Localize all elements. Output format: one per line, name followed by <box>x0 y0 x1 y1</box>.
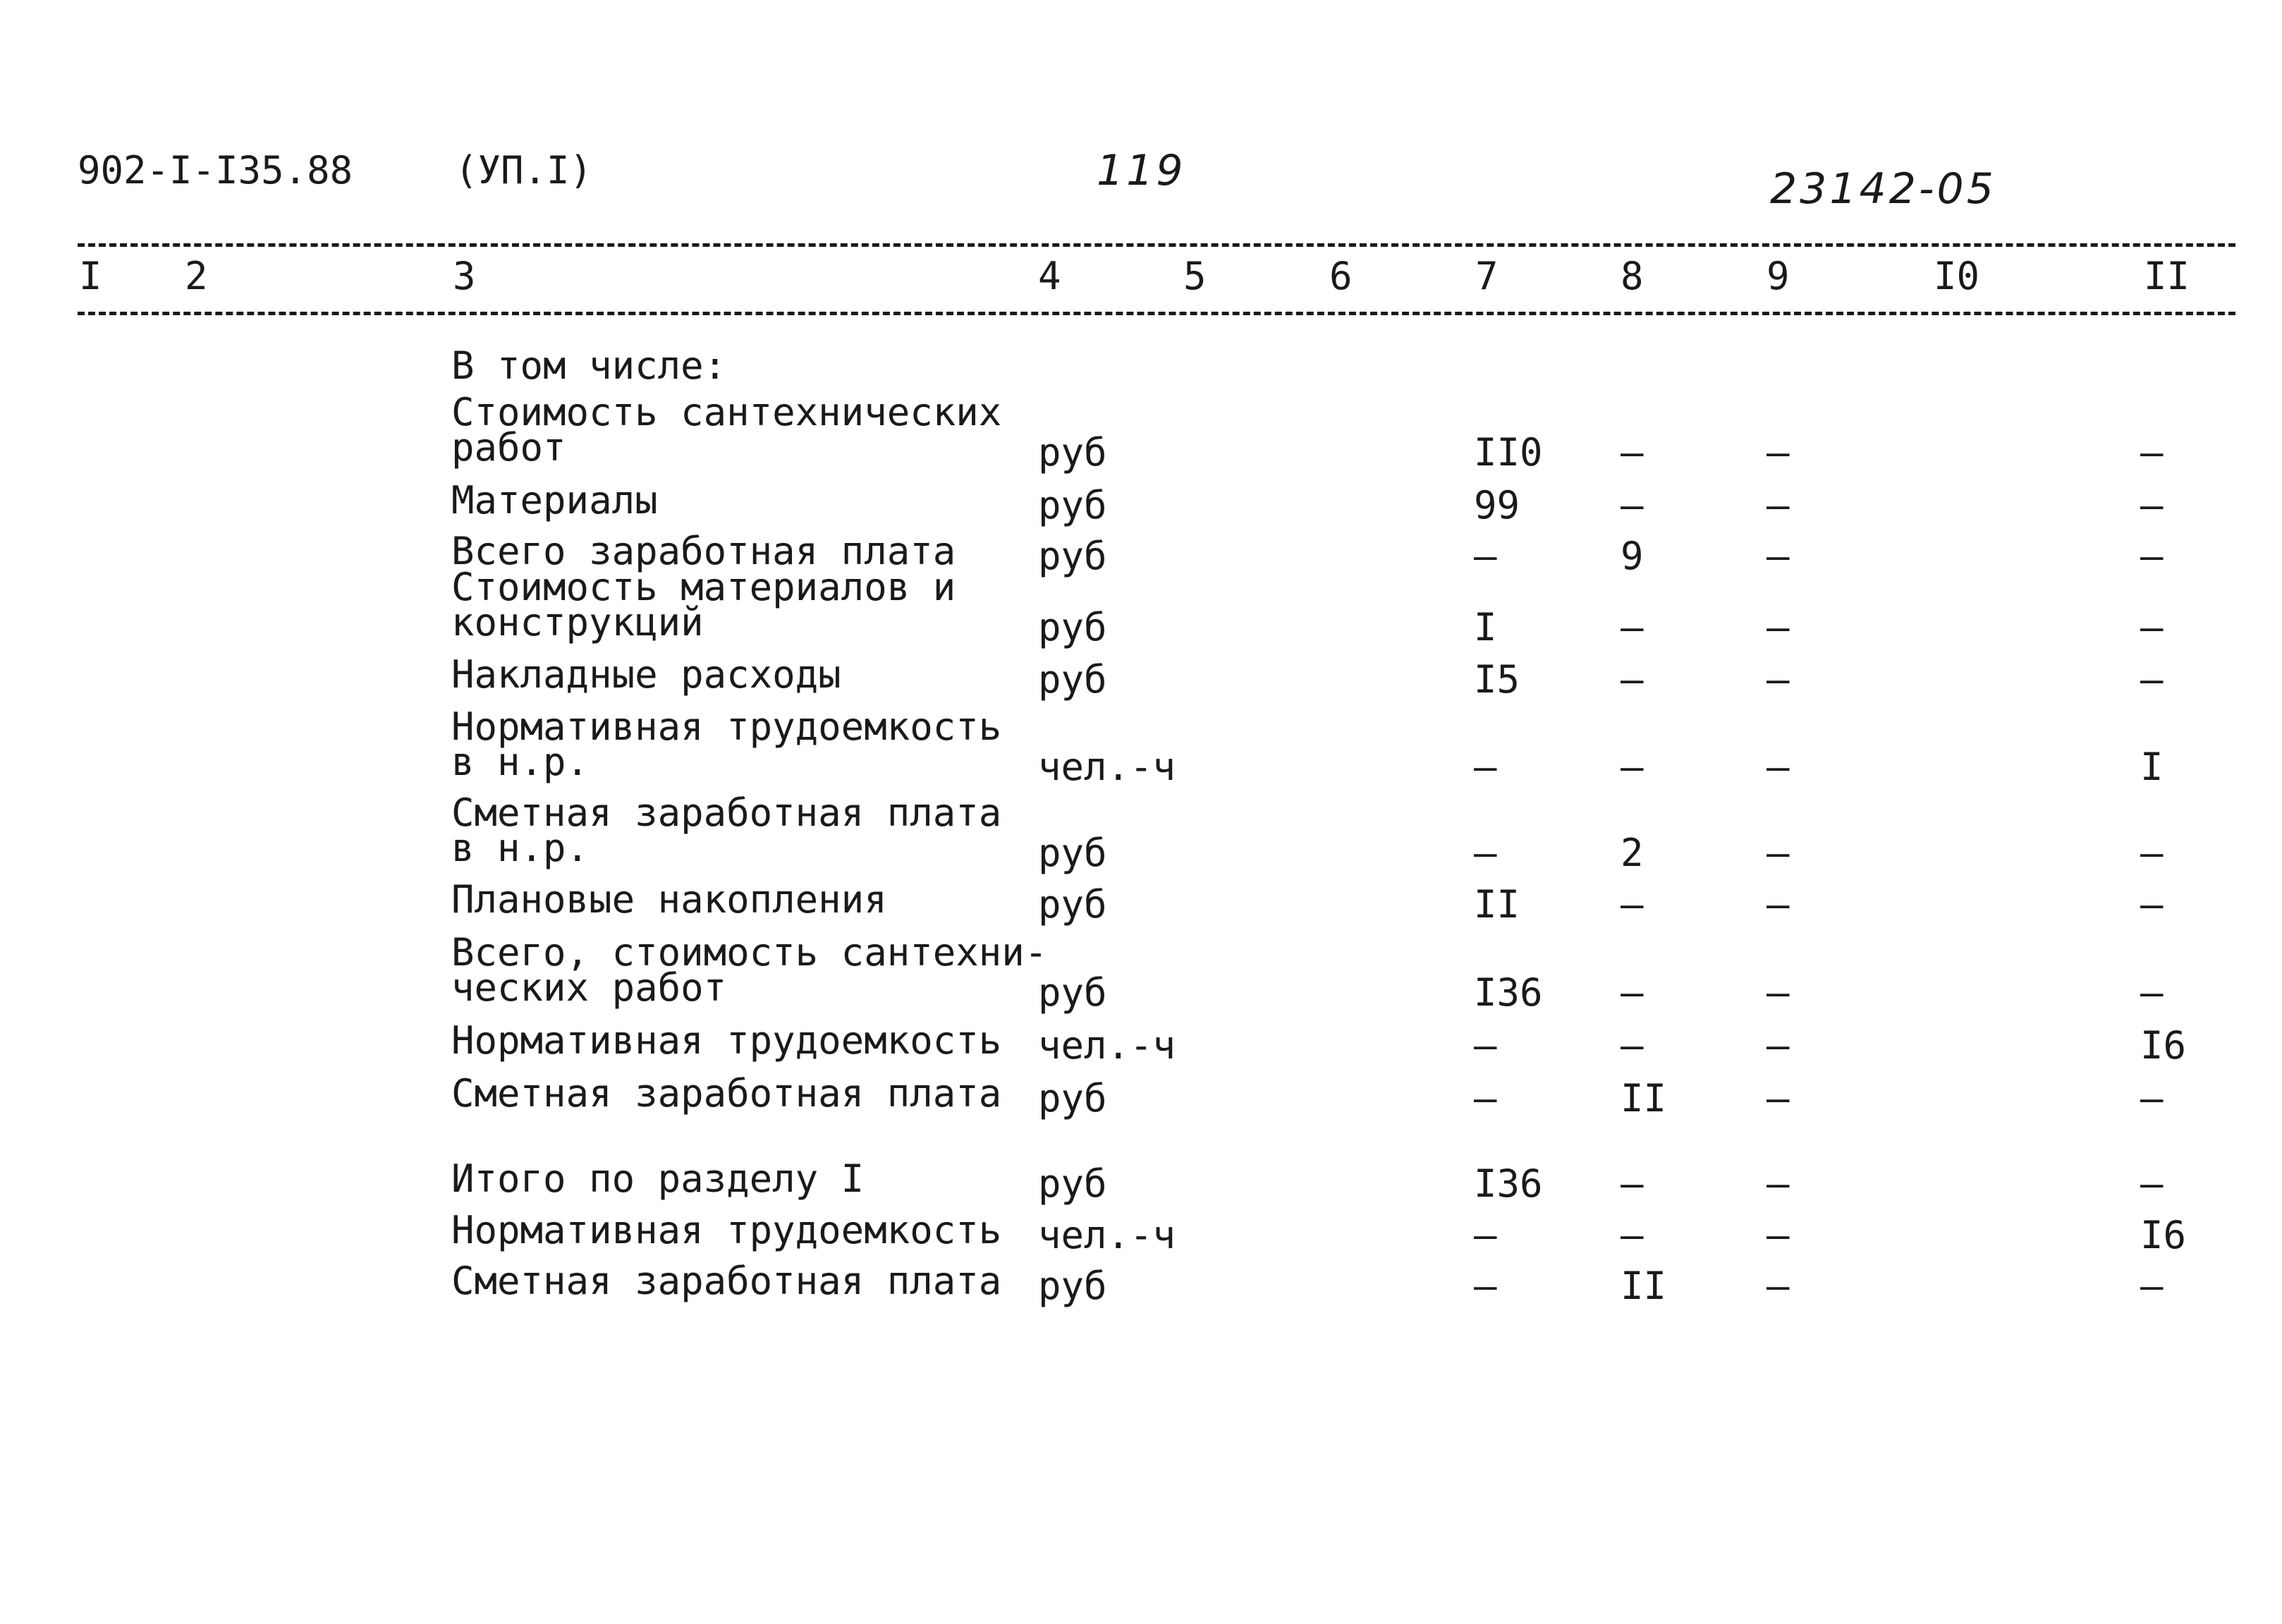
row-description-line: Нормативная трудоемкость <box>451 704 1002 749</box>
row-unit: чел.-ч <box>1038 1213 1176 1257</box>
row-description <box>451 565 956 645</box>
column-header-5: 5 <box>1183 254 1207 298</box>
cell-col7: – <box>1474 1023 1497 1068</box>
intro-label: В том числе: <box>451 343 727 388</box>
row-description-line: Всего, стоимость сантехни- <box>451 930 1048 975</box>
cell-col9: – <box>1767 1023 1790 1068</box>
column-header-11: II <box>2144 254 2190 298</box>
cell-col8: – <box>1621 657 1644 702</box>
row-description <box>451 704 1002 784</box>
column-header-2: 2 <box>185 254 208 298</box>
cell-col9: – <box>1767 534 1790 578</box>
cell-col9: – <box>1767 605 1790 649</box>
cell-col7: – <box>1474 1264 1497 1308</box>
cell-col9: – <box>1767 831 1790 875</box>
row-description-line: Нормативная трудоемкость <box>451 1018 1002 1063</box>
row-unit: руб <box>1038 1161 1107 1206</box>
row-description <box>451 790 1002 870</box>
row-unit: чел.-ч <box>1038 1023 1176 1068</box>
row-unit: руб <box>1038 970 1107 1015</box>
stamp-number: 23142-05 <box>1770 164 1996 214</box>
header-top-rule <box>78 243 2235 247</box>
column-header-1: I <box>79 254 102 298</box>
cell-col9: – <box>1767 657 1790 702</box>
row-description <box>451 529 956 573</box>
cell-col9: – <box>1767 970 1790 1015</box>
cell-col11: – <box>2140 1161 2164 1206</box>
row-description <box>451 390 1002 470</box>
column-header-3: 3 <box>453 254 476 298</box>
cell-col11: – <box>2140 831 2164 875</box>
cell-col7: – <box>1474 745 1497 789</box>
cell-col8: 9 <box>1621 534 1644 578</box>
row-description-line: Всего заработная плата <box>451 529 956 573</box>
cell-col7: I5 <box>1474 657 1520 702</box>
row-description <box>451 652 841 697</box>
cell-col9: – <box>1767 1264 1790 1308</box>
row-unit: руб <box>1038 605 1107 649</box>
row-description-line: Материалы <box>451 478 658 523</box>
row-description <box>451 1156 865 1201</box>
cell-col9: – <box>1767 483 1790 527</box>
row-unit: руб <box>1038 1076 1107 1121</box>
cell-col9: – <box>1767 1161 1790 1206</box>
cell-col11: I <box>2140 745 2164 789</box>
cell-col11: – <box>2140 605 2164 649</box>
header-bottom-rule <box>78 312 2235 315</box>
row-description-line: Плановые накопления <box>451 877 887 922</box>
cell-col7: I36 <box>1474 970 1543 1015</box>
cell-col8: – <box>1621 430 1644 475</box>
row-description <box>451 478 658 523</box>
cell-col11: – <box>2140 882 2164 927</box>
row-unit: руб <box>1038 430 1107 475</box>
cell-col8: – <box>1621 483 1644 527</box>
cell-col7: II <box>1474 882 1520 927</box>
row-description-line: Стоимость сантехнических <box>451 390 1002 434</box>
cell-col8: II <box>1621 1264 1667 1308</box>
cell-col8: II <box>1621 1076 1667 1121</box>
row-description-line: Сметная заработная плата <box>451 790 1002 835</box>
row-description-line: Итого по разделу I <box>451 1156 865 1201</box>
row-description <box>451 1018 1002 1063</box>
cell-col8: – <box>1621 1023 1644 1068</box>
row-description <box>451 1259 1002 1303</box>
cell-col8: 2 <box>1621 831 1644 875</box>
row-description-line: в н.р. <box>451 826 590 870</box>
page-number: 119 <box>1097 146 1186 195</box>
cell-col9: – <box>1767 882 1790 927</box>
cell-col9: – <box>1767 430 1790 475</box>
cell-col7: II0 <box>1474 430 1543 475</box>
row-description <box>451 1071 1002 1116</box>
row-description-line: работ <box>451 425 566 470</box>
row-unit: руб <box>1038 534 1107 578</box>
cell-col8: – <box>1621 882 1644 927</box>
row-unit: чел.-ч <box>1038 745 1176 789</box>
row-description-line: конструкций <box>451 600 704 645</box>
column-header-8: 8 <box>1621 254 1644 298</box>
row-description-line: Сметная заработная плата <box>451 1259 1002 1303</box>
column-header-4: 4 <box>1038 254 1061 298</box>
cell-col11: – <box>2140 534 2164 578</box>
cell-col11: – <box>2140 483 2164 527</box>
row-description <box>451 877 887 922</box>
cell-col8: – <box>1621 1161 1644 1206</box>
row-description-line: Нормативная трудоемкость <box>451 1208 1002 1252</box>
row-unit: руб <box>1038 831 1107 875</box>
cell-col8: – <box>1621 1213 1644 1257</box>
cell-col7: – <box>1474 1213 1497 1257</box>
row-description-line: Сметная заработная плата <box>451 1071 1002 1116</box>
cell-col7: – <box>1474 831 1497 875</box>
cell-col7: 99 <box>1474 483 1520 527</box>
row-description <box>451 930 1048 1010</box>
cell-col11: I6 <box>2140 1213 2187 1257</box>
row-description-line: ческих работ <box>451 965 727 1010</box>
cell-col11: – <box>2140 1076 2164 1121</box>
cell-col11: – <box>2140 657 2164 702</box>
document-code: 902-I-I35.88 <box>78 148 353 193</box>
cell-col9: – <box>1767 1213 1790 1257</box>
row-description-line: Накладные расходы <box>451 652 841 697</box>
row-unit: руб <box>1038 483 1107 527</box>
cell-col9: – <box>1767 1076 1790 1121</box>
row-unit: руб <box>1038 1264 1107 1308</box>
cell-col11: – <box>2140 430 2164 475</box>
column-header-6: 6 <box>1329 254 1353 298</box>
cell-col7: I36 <box>1474 1161 1543 1206</box>
cell-col7: I <box>1474 605 1497 649</box>
cell-col8: – <box>1621 745 1644 789</box>
cell-col11: – <box>2140 970 2164 1015</box>
row-description <box>451 1208 1002 1252</box>
cell-col8: – <box>1621 605 1644 649</box>
column-header-7: 7 <box>1475 254 1499 298</box>
row-description-line: Стоимость материалов и <box>451 565 956 609</box>
cell-col11: – <box>2140 1264 2164 1308</box>
cell-col7: – <box>1474 534 1497 578</box>
cell-col11: I6 <box>2140 1023 2187 1068</box>
cell-col8: – <box>1621 970 1644 1015</box>
cell-col7: – <box>1474 1076 1497 1121</box>
section-label: (УП.I) <box>455 148 593 193</box>
row-unit: руб <box>1038 882 1107 927</box>
row-description-line: в н.р. <box>451 740 590 784</box>
column-header-10: I0 <box>1934 254 1980 298</box>
column-header-9: 9 <box>1767 254 1790 298</box>
cell-col9: – <box>1767 745 1790 789</box>
row-unit: руб <box>1038 657 1107 702</box>
